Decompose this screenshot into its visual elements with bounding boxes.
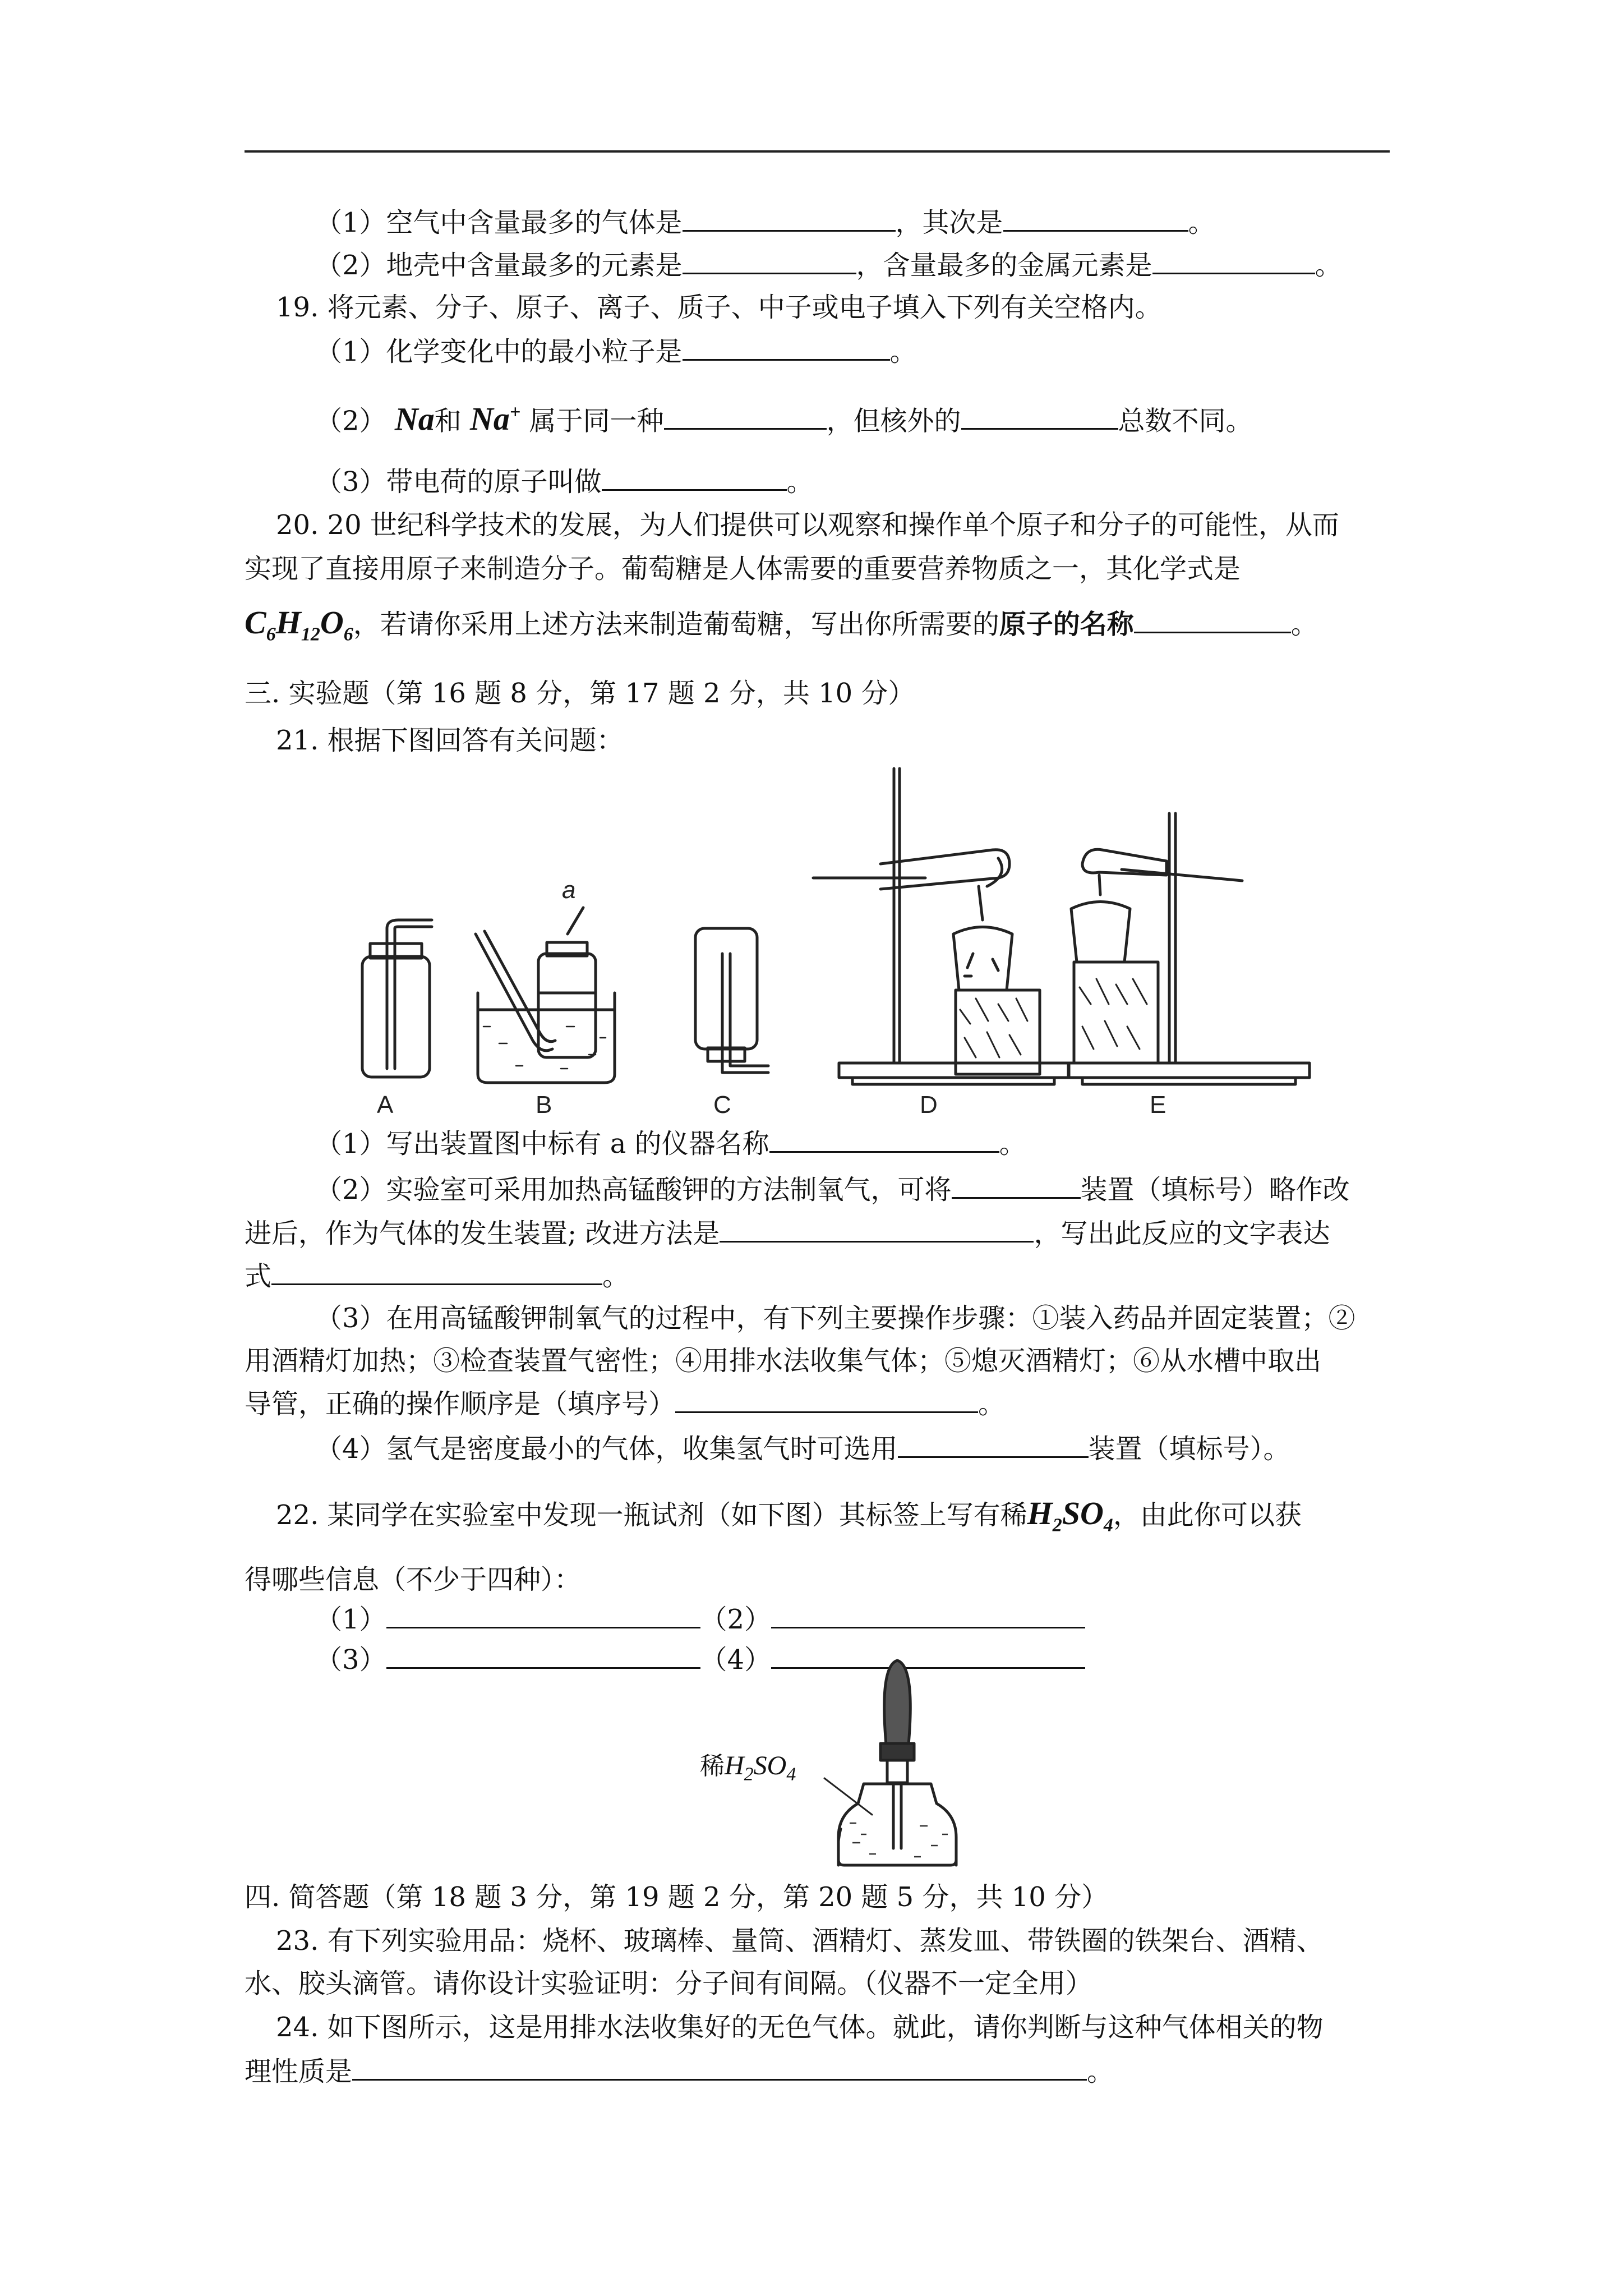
dropper-bulb-icon <box>884 1660 911 1745</box>
q20-line-3: $C_6H_{12}O_6$，若请你采用上述方法来制造葡萄糖，写出你所需要的原子的名称 。 <box>245 604 1318 645</box>
q21-part-3-line-3: 导管，正确的操作顺序是（填序号） 。 <box>245 1387 1005 1421</box>
q19-line-1: （1）化学变化中的最小粒子是 。 <box>315 334 917 369</box>
q20-line-1: 20. 20 世纪科学技术的发展，为人们提供可以观察和操作单个原子和分子的可能性，从而 <box>276 509 1339 541</box>
q18-line-2: （2）地壳中含量最多的元素是 ，含量最多的金属元素是 。 <box>315 248 1342 282</box>
glucose-formula: $C_6H_{12}O_6$ <box>245 604 353 645</box>
q21-part-2-line-2: 进后，作为气体的发生装置; 改进方法是 ，写出此反应的文字表达 <box>245 1216 1330 1250</box>
q23-line-1: 23. 有下列实验用品：烧杯、玻璃棒、量筒、酒精灯、蒸发皿、带铁圈的铁架台、酒精、 <box>276 1925 1324 1957</box>
label-a: a <box>562 876 576 904</box>
q21-part-3-line-1: （3）在用高锰酸钾制氧气的过程中，有下列主要操作步骤：①装入药品并固定装置；② <box>315 1303 1355 1334</box>
q19-stem: 19. 将元素、分子、原子、离子、质子、中子或电子填入下列有关空格内。 <box>276 292 1162 323</box>
sodium-atom-symbol: Na <box>394 401 435 438</box>
q23-line-2: 水、胶头滴管。请你设计实验证明：分子间有间隔。（仪器不一定全用） <box>245 1968 1093 1999</box>
label-B: B <box>536 1091 552 1119</box>
bottle-label: 稀$H_2SO_4$ <box>700 1751 796 1785</box>
answer-blank[interactable] <box>352 2054 1087 2081</box>
q21-part-2-line-1: （2）实验室可采用加热高锰酸钾的方法制氧气，可将 装置（填标号）略作改 <box>315 1172 1350 1207</box>
section-3-title: 三. 实验题（第 16 题 8 分，第 17 题 2 分，共 10 分） <box>245 678 915 709</box>
q21-part-2-line-3: 式 。 <box>245 1259 629 1293</box>
q20-line-2: 实现了直接用原子来制造分子。葡萄糖是人体需要的重要营养物质之一，其化学式是 <box>245 553 1241 585</box>
q21-part-4: （4）氢气是密度最小的气体，收集氢气时可选用 装置（填标号）。 <box>315 1432 1290 1466</box>
q22-line-1: 22. 某同学在实验室中发现一瓶试剂（如下图）其标签上写有稀$H_2SO_4$，由此你可以获 <box>276 1495 1302 1536</box>
label-A: A <box>377 1091 394 1119</box>
label-E: E <box>1150 1091 1166 1119</box>
q21-part-1: （1）写出装置图中标有 a 的仪器名称 。 <box>315 1126 1026 1161</box>
section-4-title: 四. 简答题（第 18 题 3 分，第 19 题 2 分，第 20 题 5 分，共 10 分） <box>245 1881 1109 1913</box>
label-D: D <box>920 1091 938 1119</box>
sodium-ion-symbol: Na+ <box>469 401 521 438</box>
sulfuric-acid-formula: $H_2SO_4$ <box>1027 1495 1113 1536</box>
q22-answers-row-2: （3） （4） <box>315 1642 1085 1677</box>
q21-part-3-line-2: 用酒精灯加热；③检查装置气密性；④用排水法收集气体；⑤熄灭酒精灯；⑥从水槽中取出 <box>245 1345 1322 1377</box>
q22-answers-row-1: （1） （2） <box>315 1602 1085 1636</box>
q18-line-1: （1）空气中含量最多的气体是 ，其次是 。 <box>315 205 1215 240</box>
q21-stem: 21. 根据下图回答有关问题： <box>276 725 624 756</box>
label-C: C <box>713 1091 731 1119</box>
q19-line-3: （3）带电荷的原子叫做 。 <box>315 464 814 499</box>
q19-line-2: （2） Na和 Na+ 属于同一种 ，但核外的 总数不同。 <box>315 401 1253 438</box>
q24-line-2: 理性质是 。 <box>245 2054 1114 2088</box>
bottle-icon <box>838 1784 956 1865</box>
q24-line-1: 24. 如下图所示，这是用排水法收集好的无色气体。就此，请你判断与这种气体相关的物 <box>276 2012 1324 2043</box>
q22-line-2: 得哪些信息（不少于四种）： <box>245 1564 582 1595</box>
